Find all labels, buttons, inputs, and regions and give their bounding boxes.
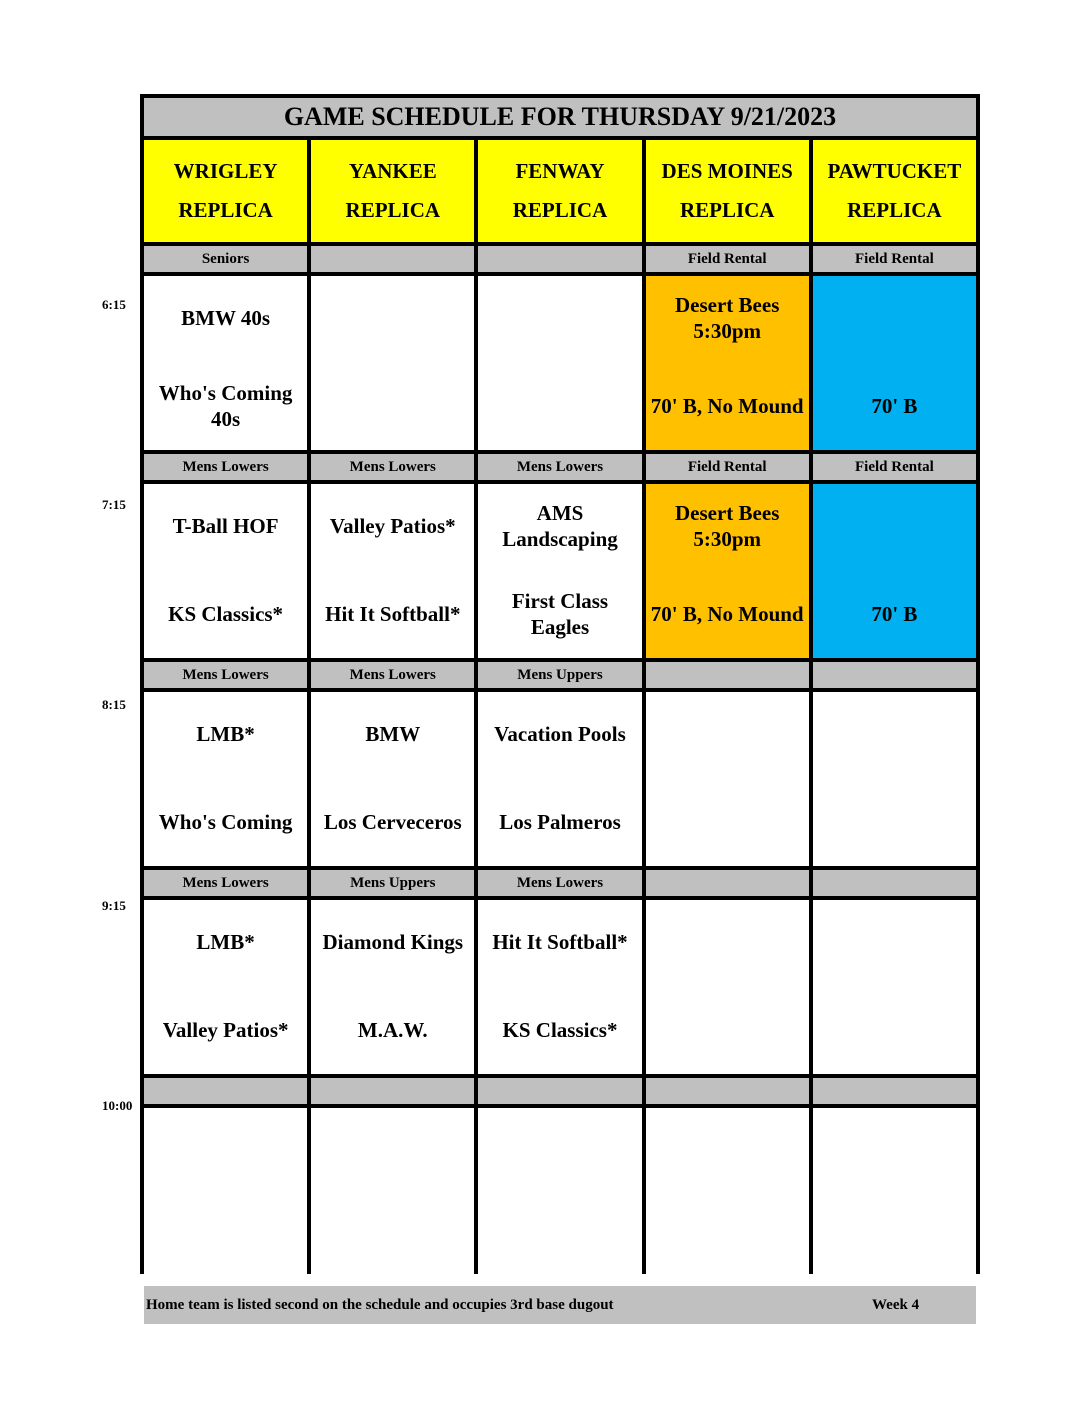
- game-cell: [646, 692, 809, 866]
- field-header-yankee: [311, 140, 474, 242]
- away-team: BMW: [365, 722, 421, 746]
- home-team: 70' B: [871, 394, 918, 418]
- game-cell: [478, 900, 641, 1074]
- home-team: [646, 1204, 809, 1272]
- division-label: [646, 662, 809, 688]
- home-team: Who's Coming 40s: [158, 381, 293, 431]
- home-team: M.A.W.: [357, 1018, 428, 1042]
- game-cell: [478, 484, 641, 658]
- away-team: [813, 1118, 976, 1182]
- division-label: Mens Uppers: [311, 870, 474, 896]
- time-label: 7:15: [102, 497, 126, 512]
- division-label: Field Rental: [646, 246, 809, 272]
- division-label: [478, 1078, 641, 1104]
- field-header-pawtucket: [813, 140, 976, 242]
- week-label: Week 4: [872, 1296, 920, 1313]
- field-rental-cell: [646, 484, 809, 658]
- home-team: Los Cerveceros: [323, 810, 462, 834]
- game-cell: [478, 692, 641, 866]
- division-label: Field Rental: [813, 246, 976, 272]
- away-team: [813, 286, 976, 350]
- field-name: DES MOINES: [661, 159, 793, 183]
- game-cell: [813, 900, 976, 1074]
- division-label: Seniors: [144, 246, 307, 272]
- home-team: [646, 788, 809, 856]
- away-team: LMB*: [196, 930, 255, 954]
- away-team: Diamond Kings: [322, 930, 464, 954]
- field-header-des-moines: [646, 140, 809, 242]
- home-team: KS Classics*: [502, 1018, 618, 1042]
- home-team: KS Classics*: [168, 602, 284, 626]
- division-label: Mens Lowers: [311, 662, 474, 688]
- away-team: [478, 1118, 641, 1182]
- away-team: [646, 1118, 809, 1182]
- division-label: Mens Lowers: [478, 454, 641, 480]
- field-name: PAWTUCKET: [827, 159, 962, 183]
- division-label: Mens Lowers: [144, 454, 307, 480]
- schedule-footer: [144, 1286, 976, 1324]
- away-team: Hit It Softball*: [492, 930, 628, 954]
- division-label: Field Rental: [813, 454, 976, 480]
- field-rental-cell: [646, 276, 809, 450]
- away-team: LMB*: [196, 722, 255, 746]
- game-cell: [813, 1108, 976, 1282]
- away-team: [311, 286, 474, 350]
- field-name: WRIGLEY: [173, 159, 278, 183]
- game-cell: [144, 484, 307, 658]
- field-rental-cell: [813, 276, 976, 450]
- away-team: [646, 910, 809, 974]
- home-team-note: Home team is listed second on the schedule and occupies 3rd base dugout: [146, 1296, 614, 1313]
- away-team: Desert Bees 5:30pm: [675, 501, 780, 551]
- field-type: REPLICA: [679, 198, 775, 222]
- home-team: [813, 788, 976, 856]
- away-team: [813, 494, 976, 558]
- field-name: YANKEE: [348, 159, 437, 183]
- schedule-title: GAME SCHEDULE FOR THURSDAY 9/21/2023: [144, 98, 976, 136]
- game-cell: [813, 692, 976, 866]
- game-cell: [144, 900, 307, 1074]
- division-label: [311, 1078, 474, 1104]
- division-label: Field Rental: [646, 454, 809, 480]
- home-team: [813, 996, 976, 1064]
- division-label: [646, 870, 809, 896]
- schedule-table: [140, 94, 980, 1313]
- field-type: REPLICA: [345, 198, 441, 222]
- home-team: Who's Coming: [158, 810, 293, 834]
- away-team: [144, 1118, 307, 1182]
- game-cell: [144, 276, 307, 450]
- division-label: Mens Lowers: [311, 454, 474, 480]
- division-label: Mens Uppers: [478, 662, 641, 688]
- away-team: [311, 1118, 474, 1182]
- division-label: Mens Lowers: [144, 870, 307, 896]
- home-team: [311, 1204, 474, 1272]
- home-team: [646, 996, 809, 1064]
- home-team: Valley Patios*: [162, 1018, 289, 1042]
- game-cell: [311, 1108, 474, 1282]
- away-team: Desert Bees 5:30pm: [675, 293, 780, 343]
- game-cell: [478, 276, 641, 450]
- time-label: 8:15: [102, 697, 126, 712]
- game-cell: [646, 900, 809, 1074]
- home-team: [478, 1204, 641, 1272]
- away-team: Valley Patios*: [329, 514, 456, 538]
- field-header-fenway: [478, 140, 641, 242]
- away-team: [813, 702, 976, 766]
- division-label: [813, 870, 976, 896]
- away-team: BMW 40s: [181, 306, 271, 330]
- away-team: Vacation Pools: [494, 722, 626, 746]
- game-cell: [311, 692, 474, 866]
- division-label: [311, 246, 474, 272]
- field-header-wrigley: [144, 140, 307, 242]
- field-type: REPLICA: [512, 198, 608, 222]
- home-team: [144, 1204, 307, 1272]
- home-team: [311, 372, 474, 440]
- home-team: [813, 1204, 976, 1272]
- division-label: [813, 1078, 976, 1104]
- away-team: [646, 702, 809, 766]
- game-cell: [311, 484, 474, 658]
- game-cell: [311, 900, 474, 1074]
- home-team: [478, 372, 641, 440]
- field-rental-cell: [813, 484, 976, 658]
- game-cell: [144, 692, 307, 866]
- home-team: 70' B, No Mound: [650, 394, 804, 418]
- home-team: Los Palmeros: [499, 810, 621, 834]
- home-team: Hit It Softball*: [325, 602, 461, 626]
- time-label: 10:00: [102, 1098, 133, 1113]
- away-team: [813, 910, 976, 974]
- field-type: REPLICA: [178, 198, 273, 222]
- division-label: [478, 246, 641, 272]
- away-team: AMS Landscaping: [502, 501, 618, 551]
- field-type: REPLICA: [847, 198, 942, 222]
- division-label: [144, 1078, 307, 1104]
- home-team: 70' B, No Mound: [650, 602, 804, 626]
- division-label: [813, 662, 976, 688]
- game-cell: [311, 276, 474, 450]
- game-cell: [478, 1108, 641, 1282]
- time-label: 6:15: [102, 297, 126, 312]
- away-team: [478, 286, 641, 350]
- home-team: 70' B: [871, 602, 918, 626]
- division-label: Mens Lowers: [478, 870, 641, 896]
- division-label: [646, 1078, 809, 1104]
- time-label: 9:15: [102, 898, 126, 913]
- away-team: T-Ball HOF: [172, 514, 279, 538]
- home-team: First Class Eagles: [511, 589, 609, 639]
- game-cell: [646, 1108, 809, 1282]
- field-name: FENWAY: [515, 159, 605, 183]
- division-label: Mens Lowers: [144, 662, 307, 688]
- game-cell: [144, 1108, 307, 1282]
